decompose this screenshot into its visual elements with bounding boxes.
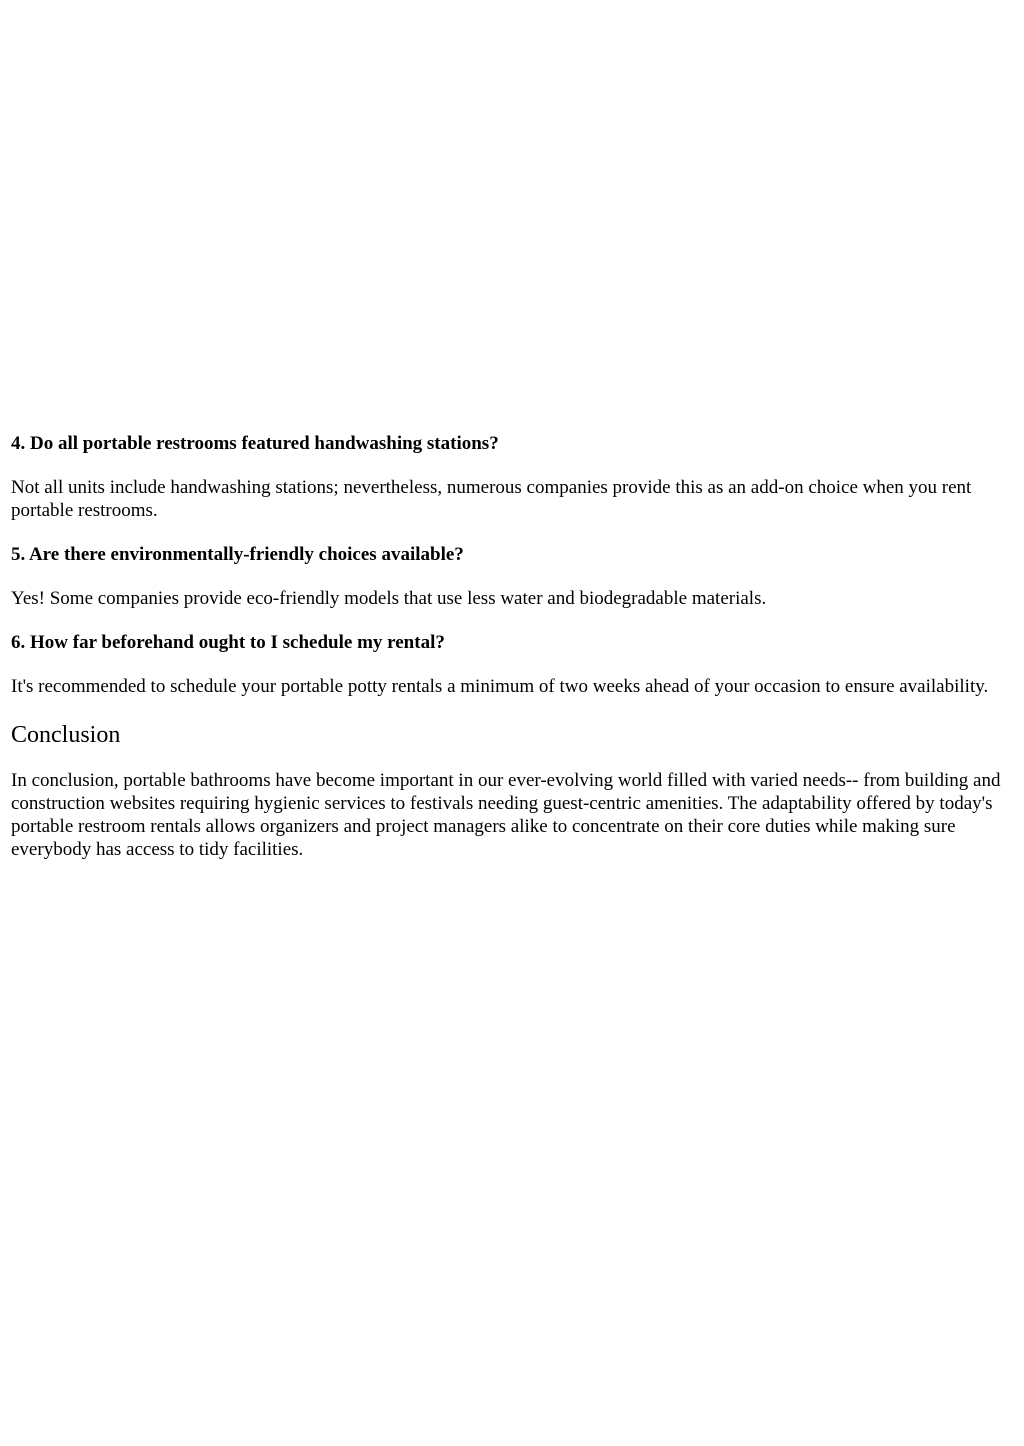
faq-answer-5: Yes! Some companies provide eco-friendly models that use less water and biodegradable materials. (11, 588, 767, 609)
conclusion-paragraph: In conclusion, portable bathrooms have become important in our ever-evolving world filled with varied needs-- from building and construction websites requiring hygienic services to festivals needing guest-centric amenities. The adaptability offered by today's portable restroom rentals allows organizers and project managers alike to concentrate on their core duties while making sure everybody has access to tidy facilities. (11, 770, 1001, 860)
faq-question-4: 4. Do all portable restrooms featured handwashing stations? (11, 433, 499, 454)
faq-question-6: 6. How far beforehand ought to I schedule my rental? (11, 632, 445, 653)
article-content (11, 422, 1001, 882)
faq-answer-6: It's recommended to schedule your portable potty rentals a minimum of two weeks ahead of your occasion to ensure availability. (11, 676, 989, 697)
faq-question-5: 5. Are there environmentally-friendly choices available? (11, 544, 464, 565)
faq-answer-4: Not all units include handwashing stations; nevertheless, numerous companies provide this as an add-on choice when you rent portable restrooms. (11, 477, 972, 521)
conclusion-heading: Conclusion (11, 722, 121, 748)
